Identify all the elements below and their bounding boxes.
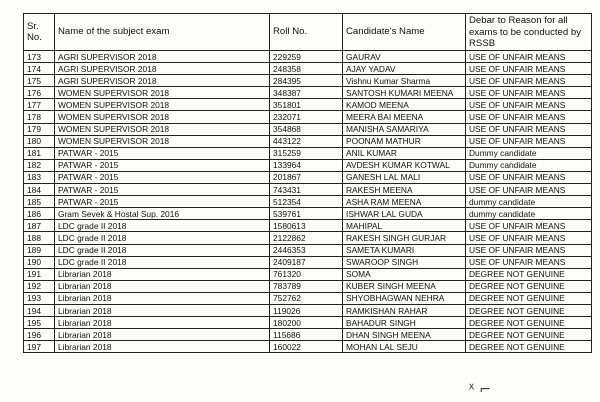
cell-candidate-name: SOMA — [343, 268, 466, 280]
cell-roll-no: 201867 — [270, 171, 343, 183]
table-row — [24, 232, 592, 244]
header-candidate-name: Candidate's Name — [343, 14, 466, 51]
header-sr-no: Sr. No. — [24, 14, 55, 51]
cell-debar-reason: DEGREE NOT GENUINE — [466, 292, 592, 304]
cell-candidate-name: POONAM MATHUR — [343, 135, 466, 147]
cell-sr-no: 182 — [24, 159, 55, 171]
cell-exam-name: WOMEN SUPERVISOR 2018 — [55, 135, 270, 147]
cell-debar-reason: USE OF UNFAIR MEANS — [466, 63, 592, 75]
table-row — [24, 256, 592, 268]
cell-debar-reason: Dummy candidate — [466, 159, 592, 171]
cell-candidate-name: RAKESH MEENA — [343, 184, 466, 196]
cell-exam-name: AGRI SUPERVISOR 2018 — [55, 51, 270, 63]
cell-debar-reason: DEGREE NOT GENUINE — [466, 317, 592, 329]
cell-exam-name: Librarian 2018 — [55, 329, 270, 341]
cell-candidate-name: MANISHA SAMARIYA — [343, 123, 466, 135]
cell-debar-reason: USE OF UNFAIR MEANS — [466, 244, 592, 256]
cell-candidate-name: SANTOSH KUMARI MEENA — [343, 87, 466, 99]
cell-exam-name: PATWAR - 2015 — [55, 147, 270, 159]
cell-roll-no: 351801 — [270, 99, 343, 111]
cell-roll-no: 133964 — [270, 159, 343, 171]
cell-exam-name: WOMEN SUPERVISOR 2018 — [55, 87, 270, 99]
cell-exam-name: WOMEN SUPERVISOR 2018 — [55, 99, 270, 111]
cell-debar-reason: USE OF UNFAIR MEANS — [466, 220, 592, 232]
cell-roll-no: 761320 — [270, 268, 343, 280]
table-row — [24, 208, 592, 220]
cell-sr-no: 185 — [24, 196, 55, 208]
cell-debar-reason: USE OF UNFAIR MEANS — [466, 171, 592, 183]
cell-sr-no: 179 — [24, 123, 55, 135]
cell-sr-no: 186 — [24, 208, 55, 220]
header-exam-name: Name of the subject exam — [55, 14, 270, 51]
cell-exam-name: PATWAR - 2015 — [55, 196, 270, 208]
cell-roll-no: 1580613 — [270, 220, 343, 232]
cell-sr-no: 192 — [24, 280, 55, 292]
cell-roll-no: 229259 — [270, 51, 343, 63]
cell-exam-name: WOMEN SUPERVISOR 2018 — [55, 123, 270, 135]
cell-exam-name: Librarian 2018 — [55, 280, 270, 292]
cell-candidate-name: SHYOBHAGWAN NEHRA — [343, 292, 466, 304]
cell-exam-name: Gram Sevek & Hostal Sup. 2016 — [55, 208, 270, 220]
cell-exam-name: PATWAR - 2015 — [55, 159, 270, 171]
header-roll-no: Roll No. — [270, 14, 343, 51]
table-row — [24, 147, 592, 159]
cell-candidate-name: KUBER SINGH MEENA — [343, 280, 466, 292]
table-row — [24, 111, 592, 123]
cell-sr-no: 197 — [24, 341, 55, 353]
cell-roll-no: 115686 — [270, 329, 343, 341]
cell-roll-no: 354868 — [270, 123, 343, 135]
cell-exam-name: PATWAR - 2015 — [55, 184, 270, 196]
table-body — [24, 51, 592, 353]
cell-debar-reason: USE OF UNFAIR MEANS — [466, 75, 592, 87]
cell-debar-reason: USE OF UNFAIR MEANS — [466, 135, 592, 147]
table-row — [24, 123, 592, 135]
cell-sr-no: 177 — [24, 99, 55, 111]
cell-sr-no: 176 — [24, 87, 55, 99]
cell-sr-no: 175 — [24, 75, 55, 87]
cell-exam-name: LDC grade II 2018 — [55, 220, 270, 232]
cell-exam-name: Librarian 2018 — [55, 341, 270, 353]
cell-debar-reason: DEGREE NOT GENUINE — [466, 268, 592, 280]
cell-roll-no: 539761 — [270, 208, 343, 220]
cell-debar-reason: DEGREE NOT GENUINE — [466, 304, 592, 316]
cell-candidate-name: DHAN SINGH MEENA — [343, 329, 466, 341]
table-row — [24, 341, 592, 353]
cell-debar-reason: dummy candidate — [466, 196, 592, 208]
cell-exam-name: AGRI SUPERVISOR 2018 — [55, 75, 270, 87]
cell-debar-reason: USE OF UNFAIR MEANS — [466, 184, 592, 196]
cell-candidate-name: ISHWAR LAL GUDA — [343, 208, 466, 220]
table-row — [24, 184, 592, 196]
cell-exam-name: Librarian 2018 — [55, 268, 270, 280]
cell-sr-no: 184 — [24, 184, 55, 196]
cell-debar-reason: DEGREE NOT GENUINE — [466, 280, 592, 292]
cell-candidate-name: RAKESH SINGH GURJAR — [343, 232, 466, 244]
cell-debar-reason: USE OF UNFAIR MEANS — [466, 99, 592, 111]
cell-candidate-name: ASHA RAM MEENA — [343, 196, 466, 208]
cell-sr-no: 189 — [24, 244, 55, 256]
cell-sr-no: 196 — [24, 329, 55, 341]
cell-sr-no: 194 — [24, 304, 55, 316]
cell-roll-no: 443122 — [270, 135, 343, 147]
cell-sr-no: 180 — [24, 135, 55, 147]
cell-debar-reason: DEGREE NOT GENUINE — [466, 329, 592, 341]
cell-debar-reason: DEGREE NOT GENUINE — [466, 341, 592, 353]
cell-exam-name: PATWAR - 2015 — [55, 171, 270, 183]
cell-candidate-name: SWAROOP SINGH — [343, 256, 466, 268]
cell-debar-reason: dummy candidate — [466, 208, 592, 220]
cell-roll-no: 752762 — [270, 292, 343, 304]
cell-sr-no: 187 — [24, 220, 55, 232]
cell-candidate-name: Vishnu Kumar Sharma — [343, 75, 466, 87]
table-row — [24, 304, 592, 316]
table-row — [24, 171, 592, 183]
cell-sr-no: 188 — [24, 232, 55, 244]
cell-candidate-name: SAMETA KUMARI — [343, 244, 466, 256]
cell-exam-name: WOMEN SUPERVISOR 2018 — [55, 111, 270, 123]
cell-debar-reason: USE OF UNFAIR MEANS — [466, 87, 592, 99]
cell-candidate-name: BAHADUR SINGH — [343, 317, 466, 329]
cell-candidate-name: KAMOD MEENA — [343, 99, 466, 111]
table-row — [24, 99, 592, 111]
cell-exam-name: Librarian 2018 — [55, 304, 270, 316]
cell-roll-no: 180200 — [270, 317, 343, 329]
table-row — [24, 159, 592, 171]
cell-roll-no: 232071 — [270, 111, 343, 123]
cell-roll-no: 2122862 — [270, 232, 343, 244]
table-row — [24, 280, 592, 292]
cell-candidate-name: MEERA BAI MEENA — [343, 111, 466, 123]
cell-exam-name: LDC grade II 2018 — [55, 256, 270, 268]
cell-sr-no: 181 — [24, 147, 55, 159]
header-debar-reason: Debar to Reason for all exams to be conducted by RSSB — [466, 14, 592, 51]
cell-sr-no: 195 — [24, 317, 55, 329]
cell-candidate-name: GANESH LAL MALI — [343, 171, 466, 183]
cell-roll-no: 512354 — [270, 196, 343, 208]
cell-roll-no: 315259 — [270, 147, 343, 159]
cell-roll-no: 2409187 — [270, 256, 343, 268]
cell-sr-no: 193 — [24, 292, 55, 304]
cell-roll-no: 248358 — [270, 63, 343, 75]
cell-roll-no: 783789 — [270, 280, 343, 292]
cell-roll-no: 119026 — [270, 304, 343, 316]
signature-mark: ᕽ ⌐ — [468, 382, 491, 398]
cell-roll-no: 348387 — [270, 87, 343, 99]
cell-candidate-name: GAURAV — [343, 51, 466, 63]
cell-sr-no: 191 — [24, 268, 55, 280]
cell-exam-name: LDC grade II 2018 — [55, 232, 270, 244]
cell-candidate-name: MAHIPAL — [343, 220, 466, 232]
table-row — [24, 292, 592, 304]
table-row — [24, 63, 592, 75]
cell-exam-name: LDC grade II 2018 — [55, 244, 270, 256]
table-row — [24, 244, 592, 256]
cell-candidate-name: AVDESH KUMAR KOTWAL — [343, 159, 466, 171]
cell-sr-no: 183 — [24, 171, 55, 183]
cell-debar-reason: Dummy candidate — [466, 147, 592, 159]
table-row — [24, 51, 592, 63]
cell-sr-no: 174 — [24, 63, 55, 75]
cell-sr-no: 173 — [24, 51, 55, 63]
table-row — [24, 196, 592, 208]
table-row — [24, 87, 592, 99]
table-row — [24, 268, 592, 280]
cell-candidate-name: MOHAN LAL SEJU — [343, 341, 466, 353]
cell-sr-no: 190 — [24, 256, 55, 268]
cell-roll-no: 743431 — [270, 184, 343, 196]
cell-debar-reason: USE OF UNFAIR MEANS — [466, 256, 592, 268]
cell-candidate-name: AJAY YADAV — [343, 63, 466, 75]
cell-exam-name: Librarian 2018 — [55, 317, 270, 329]
cell-debar-reason: USE OF UNFAIR MEANS — [466, 51, 592, 63]
table-header-row — [24, 14, 592, 51]
cell-roll-no: 284395 — [270, 75, 343, 87]
cell-exam-name: Librarian 2018 — [55, 292, 270, 304]
table-row — [24, 329, 592, 341]
table-row — [24, 75, 592, 87]
cell-debar-reason: USE OF UNFAIR MEANS — [466, 111, 592, 123]
cell-roll-no: 160022 — [270, 341, 343, 353]
cell-roll-no: 2446353 — [270, 244, 343, 256]
cell-candidate-name: RAMKISHAN RAHAR — [343, 304, 466, 316]
cell-debar-reason: USE OF UNFAIR MEANS — [466, 123, 592, 135]
table-row — [24, 135, 592, 147]
cell-debar-reason: USE OF UNFAIR MEANS — [466, 232, 592, 244]
cell-candidate-name: ANIL KUMAR — [343, 147, 466, 159]
table-row — [24, 220, 592, 232]
table-row — [24, 317, 592, 329]
cell-exam-name: AGRI SUPERVISOR 2018 — [55, 63, 270, 75]
cell-sr-no: 178 — [24, 111, 55, 123]
debarred-candidates-table — [23, 13, 592, 353]
